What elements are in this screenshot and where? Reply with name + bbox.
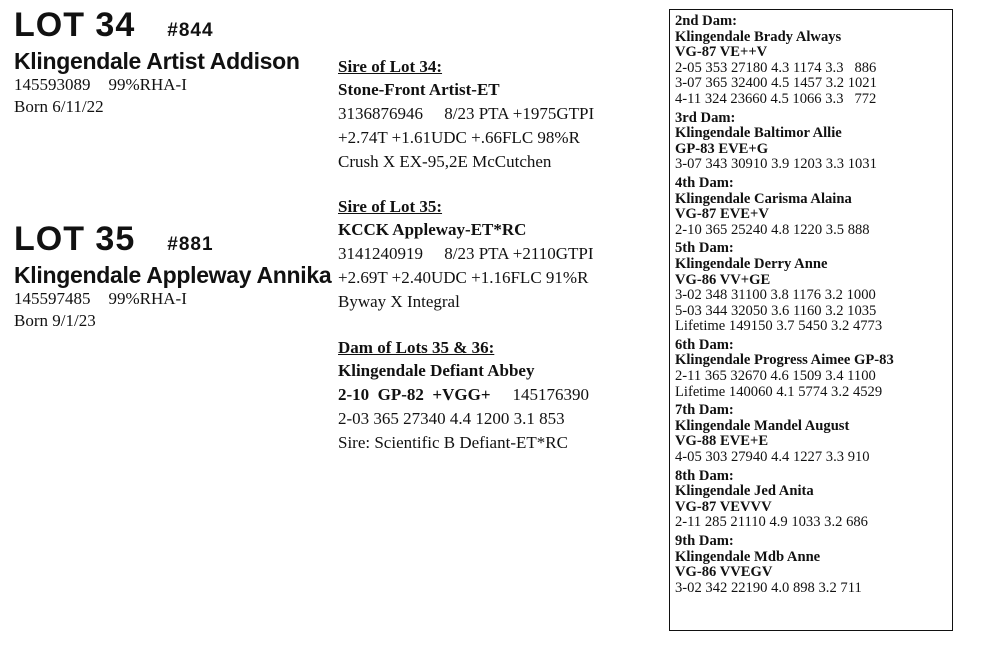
dam-production-record: Lifetime 149150 3.7 5450 3.2 4773	[675, 318, 883, 335]
lot-35-label: LOT 35	[14, 220, 136, 258]
dam-classification: VG-87 VE++V	[675, 44, 768, 61]
sire-lot-35-block	[338, 196, 594, 314]
dam-generation-heading: 7th Dam:	[675, 402, 734, 419]
sire-lot-35-name: KCCK Appleway-ET*RC	[338, 220, 527, 239]
lot-35-born: Born 9/1/23	[14, 311, 96, 330]
pedigree-box	[669, 9, 953, 631]
dam-classification: VG-86 VVEGV	[675, 564, 773, 581]
dam-production-record: 2-11 285 21110 4.9 1033 3.2 686	[675, 514, 868, 531]
dam-name: Klingendale Brady Always	[675, 28, 842, 45]
lot-34-header	[14, 8, 300, 42]
dam-name: Klingendale Jed Anita	[675, 483, 814, 500]
pedigree-dam-entry	[675, 338, 952, 400]
dam-lots-35-36-record: 2-03 365 27340 4.4 1200 3.1 853	[338, 409, 565, 428]
lot-34-animal-name: Klingendale Artist Addison	[14, 48, 300, 74]
dam-generation-heading: 8th Dam:	[675, 467, 734, 484]
pedigree-dam-entry	[675, 403, 952, 465]
dam-lots-35-36-sire: Sire: Scientific B Defiant-ET*RC	[338, 433, 568, 452]
dam-classification: VG-87 EVE+V	[675, 206, 769, 223]
dam-name: Klingendale Mandel August	[675, 417, 850, 434]
dam-generation-heading: 3rd Dam:	[675, 109, 736, 126]
dam-name: Klingendale Carisma Alaina	[675, 190, 852, 207]
dam-production-record: Lifetime 140060 4.1 5774 3.2 4529	[675, 383, 883, 400]
dam-production-record: 4-11 324 23660 4.5 1066 3.3 772	[675, 90, 877, 107]
dam-name: Klingendale Progress Aimee GP-83	[675, 352, 894, 369]
sire-lot-34-heading: Sire of Lot 34:	[338, 57, 443, 76]
dam-production-record: 2-05 353 27180 4.3 1174 3.3 886	[675, 59, 877, 76]
pedigree-dam-entry	[675, 534, 952, 596]
lot-34-rha: 99%RHA-I	[108, 75, 187, 94]
dam-generation-heading: 9th Dam:	[675, 533, 734, 549]
lot-35	[14, 222, 331, 332]
pedigree-dam-entry	[675, 241, 952, 335]
dam-name: Klingendale Baltimor Allie	[675, 125, 842, 142]
dam-lots-35-36-classification: 2-10 GP-82 +VGG+	[338, 385, 491, 404]
dam-production-record: 5-03 344 32050 3.6 1160 3.2 1035	[675, 302, 877, 319]
sire-lot-34-line2: +2.74T +1.61UDC +.66FLC 98%R	[338, 128, 580, 147]
dam-name: Klingendale Mdb Anne	[675, 548, 821, 565]
lot-35-id-line	[14, 288, 331, 310]
lot-35-animal-name: Klingendale Appleway Annika	[14, 262, 332, 288]
dam-production-record: 4-05 303 27940 4.4 1227 3.3 910	[675, 449, 870, 466]
lot-34	[14, 8, 300, 118]
dam-production-record: 2-11 365 32670 4.6 1509 3.4 1100	[675, 368, 876, 385]
lot-35-header	[14, 222, 331, 256]
dam-generation-heading: 5th Dam:	[675, 240, 734, 257]
sire-lot-35-line2: +2.69T +2.40UDC +1.16FLC 91%R	[338, 268, 589, 287]
lot-34-tag: #844	[167, 20, 214, 41]
sire-lot-34-block	[338, 56, 594, 174]
dam-name: Klingendale Derry Anne	[675, 255, 828, 272]
pedigree-dam-entry	[675, 111, 952, 173]
sire-lot-35-heading: Sire of Lot 35:	[338, 197, 443, 216]
dam-production-record: 3-02 348 31100 3.8 1176 3.2 1000	[675, 287, 876, 304]
dam-classification: VG-87 VEVVV	[675, 498, 772, 515]
dam-lots-35-36-class-line	[338, 383, 589, 407]
dam-classification: GP-83 EVE+G	[675, 140, 769, 157]
pedigree-dam-entry	[675, 469, 952, 531]
dam-lots-35-36-block	[338, 337, 589, 455]
dam-production-record: 3-07 365 32400 4.5 1457 3.2 1021	[675, 75, 877, 92]
dam-lots-35-36-heading: Dam of Lots 35 & 36:	[338, 338, 495, 357]
sire-lot-35-line3: Byway X Integral	[338, 292, 460, 311]
sire-lot-34-line1: 3136876946 8/23 PTA +1975GTPI	[338, 104, 595, 123]
dam-generation-heading: 4th Dam:	[675, 174, 734, 191]
dam-production-record: 3-02 342 22190 4.0 898 3.2 711	[675, 579, 862, 596]
lot-34-registration: 145593089	[14, 75, 91, 94]
dam-production-record: 2-10 365 25240 4.8 1220 3.5 888	[675, 221, 870, 238]
lot-35-registration: 145597485	[14, 289, 91, 308]
dam-classification: VG-86 VV+GE	[675, 271, 771, 288]
lot-34-label: LOT 34	[14, 6, 136, 44]
dam-generation-heading: 2nd Dam:	[675, 13, 738, 29]
pedigree-dam-entry	[675, 14, 952, 108]
lot-34-born: Born 6/11/22	[14, 97, 104, 116]
sire-lot-34-line3: Crush X EX-95,2E McCutchen	[338, 152, 552, 171]
lot-35-tag: #881	[167, 234, 214, 255]
sire-lot-35-line1: 3141240919 8/23 PTA +2110GTPI	[338, 244, 594, 263]
dam-classification: VG-88 EVE+E	[675, 433, 769, 450]
lot-34-id-line	[14, 74, 300, 96]
pedigree-dam-entry	[675, 176, 952, 238]
dam-production-record: 3-07 343 30910 3.9 1203 3.3 1031	[675, 156, 877, 173]
dam-lots-35-36-registration: 145176390	[512, 385, 590, 404]
dam-lots-35-36-name: Klingendale Defiant Abbey	[338, 361, 535, 380]
sire-lot-34-name: Stone-Front Artist-ET	[338, 80, 500, 99]
lot-35-rha: 99%RHA-I	[108, 289, 187, 308]
dam-generation-heading: 6th Dam:	[675, 336, 734, 353]
